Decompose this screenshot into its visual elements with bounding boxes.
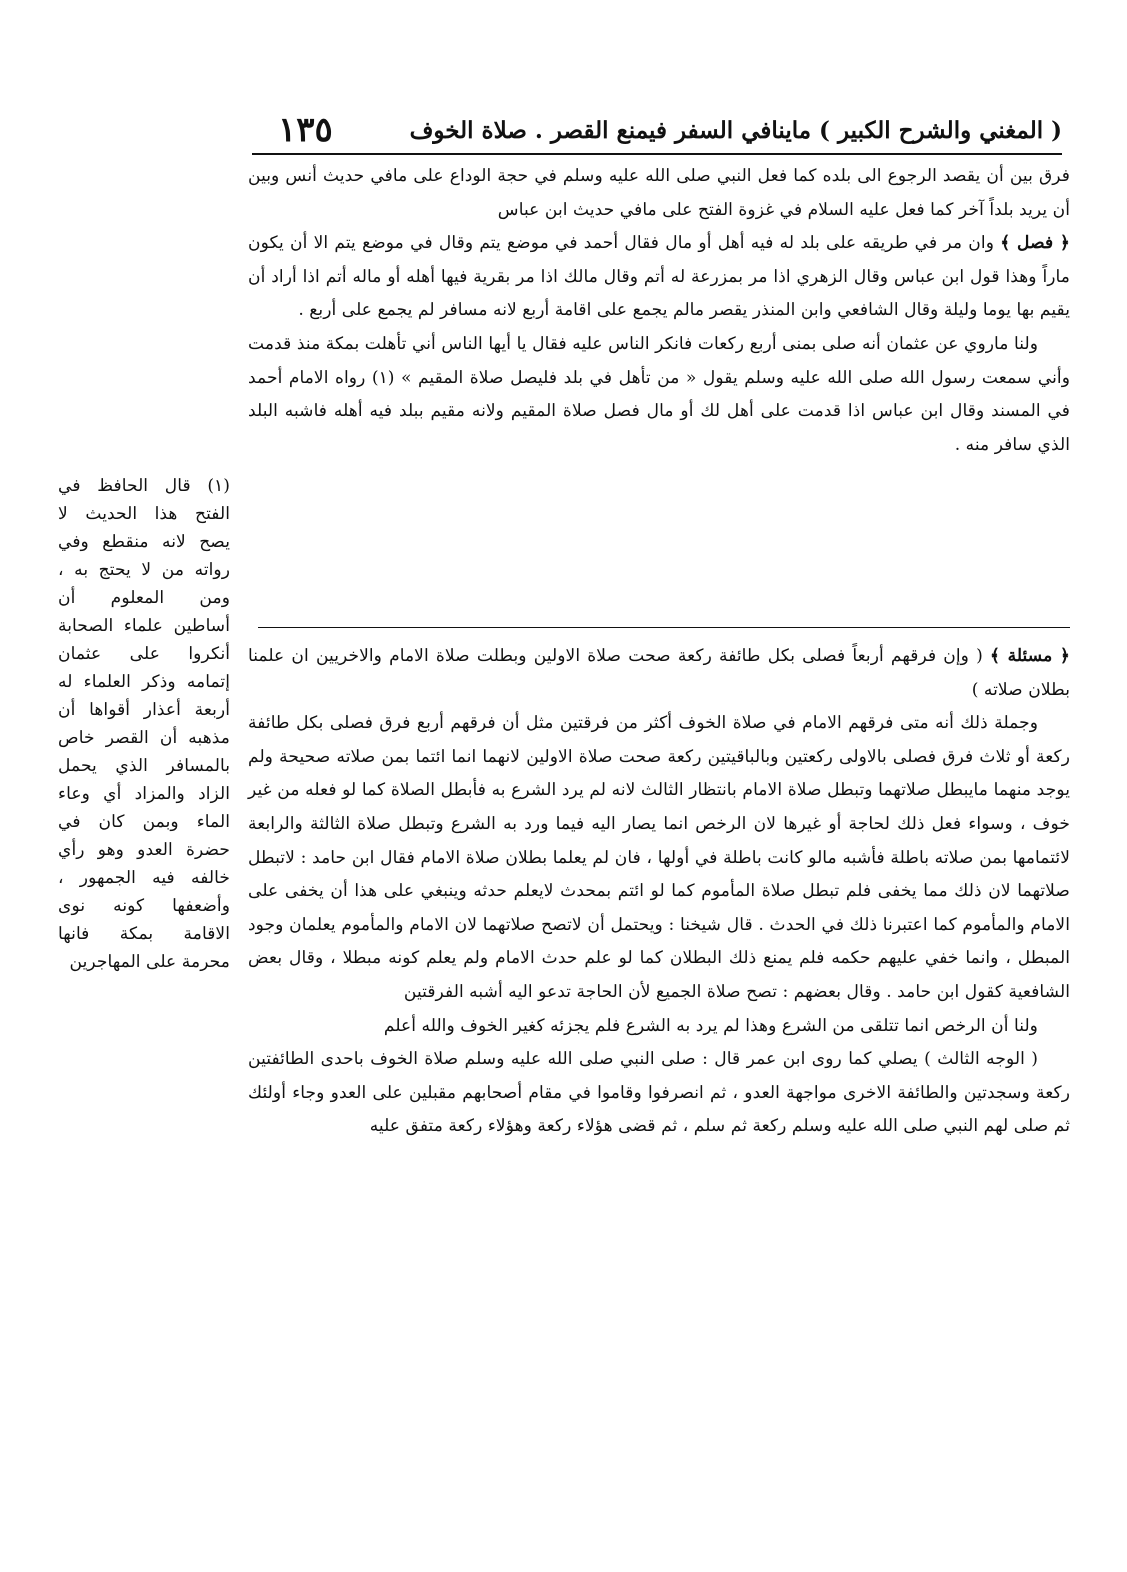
- paragraph: ولنا أن الرخص انما تتلقى من الشرع وهذا لم يرد به الشرع فلم يجزئه كغير الخوف والله أعلم: [383, 1015, 1038, 1036]
- paragraph: [248, 227, 1070, 328]
- section-label: ﴿ فصل ﴾: [1000, 233, 1071, 254]
- paragraph: ( الوجه الثالث ) يصلي كما روى ابن عمر قال : صلى النبي صلى الله عليه وسلم صلاة الخوف باحدى الطائفتين ركعة وسجدتين والطائفة الاخرى مواجهة العدو ، ثم انصرفوا وقاموا في مقام أصحابهم مقبلين على العدو وجاء أولئك ثم صلى لهم النبي صلى الله عليه وسلم ركعة ثم سلم ، ثم قضى هؤلاء ركعة وهؤلاء ركعة متفق عليه: [248, 1049, 1070, 1137]
- margin-footnote: (١) قال الحافظ في الفتح هذا الحديث لا يصح لانه منقطع وفي رواته من لا يحتج به ، ومن المعلوم أن أساطين علماء الصحابة أنكروا على عثمان إتمامه وذكر العلماء له أربعة أعذار أقواها أن مذهبه أن القصر خاص بالمسافر الذي يحمل الزاد والمزاد أي وعاء الماء وبمن كان في حضرة العدو وهو رأي خالفه فيه الجمهور ، وأضعفها كونه نوى الاقامة بمكة فانها محرمة على المهاجرين: [58, 476, 230, 972]
- upper-body-text: [248, 160, 1070, 462]
- paragraph-text: ( وإن فرقهم أربعاً فصلى بكل طائفة ركعة صحت صلاة الاولين وبطلت صلاة الامام والاخريين ان علمنا بطلان صلاته ): [248, 646, 1070, 700]
- header-title: ( المغني والشرح الكبير ) ماينافي السفر فيمنع القصر . صلاة الخوف: [409, 116, 1062, 144]
- paragraph-text: وان مر في طريقه على بلد له فيه أهل أو مال فقال أحمد في موضع يتم وقال في موضع يتم الا أن يكون ماراً وهذا قول ابن عباس وقال الزهري اذا مر بمزرعة له أتم وقال مالك اذا مر بقرية فيها أهله أو ماله أتم اذا أراد أن يقيم بها يوما وليلة وقال الشافعي وابن المنذر يقصر مالم يجمع على اقامة أربع لانه مسافر لم يجمع على أربع .: [248, 233, 1070, 321]
- paragraph: فرق بين أن يقصد الرجوع الى بلده كما فعل النبي صلى الله عليه وسلم في حجة الوداع على مافي حديث أنس وبين أن يريد بلداً آخر كما فعل عليه السلام في غزوة الفتح على مافي حديث ابن عباس: [248, 166, 1070, 220]
- paragraph: وجملة ذلك أنه متى فرقهم الامام في صلاة الخوف أكثر من فرقتين مثل أن فرقهم أربع فرق فصلى بكل طائفة ركعة أو ثلاث فرق فصلى بالاولى ركعتين وبالباقيتين ركعة صحت صلاة الاولين لانهما انما ائتما بمن صلاته صحيحة ولم يوجد منهما مايبطل صلاتهما وتبطل صلاة الامام بانتظار الثالث لانه لم يرد الشرع به فأبطل الصلاة كما لو فعله من غير خوف ، وسواء فعل ذلك لحاجة أو غيرها لان الرخص انما يصار اليه فيما ورد به الشرع وتبطل صلاة الثالثة والرابعة لائتمامها بمن صلاته باطلة فأشبه مالو كانت باطلة في أولها ، فان لم يعلما بطلان صلاة الامام فقال ابن حامد : لاتبطل صلاتهما لان ذلك مما يخفى فلم تبطل صلاة المأموم كما لو ائتم بمحدث لايعلم حدثه وينبغي على هذا أن يخفى على الامام والمأموم كما اعتبرنا ذلك في الحدث . قال شيخنا : ويحتمل أن لاتصح صلاتهما لان الامام والمأموم يعلمان وجود المبطل ، وانما خفي عليهم حكمه فلم يمنع ذلك البطلان كما لو علم حدث الامام ولم يعلم كونه مبطلا ، وقال بعض الشافعية كقول ابن حامد . وقال بعضهم : تصح صلاة الجميع لأن الحاجة تدعو اليه أشبه الفرقتين: [248, 713, 1070, 1002]
- page-number: ١٣٥: [278, 110, 333, 150]
- paragraph: [248, 640, 1070, 707]
- section-label: ﴿ مسئلة ﴾: [989, 646, 1070, 666]
- lower-body-text: [248, 640, 1070, 1144]
- header-divider: [252, 153, 1062, 155]
- section-divider: [258, 627, 1070, 628]
- paragraph: ولنا ماروي عن عثمان أنه صلى بمنى أربع ركعات فانكر الناس عليه فقال يا أيها الناس أني تأهلت بمكة منذ قدمت وأني سمعت رسول الله صلى الله عليه وسلم يقول « من تأهل في بلد فليصل صلاة المقيم » (١) رواه الامام أحمد في المسند وقال ابن عباس اذا قدمت على أهل لك أو مال فصل صلاة المقيم ولانه مقيم ببلد فيه أهله فاشبه البلد الذي سافر منه .: [248, 333, 1070, 455]
- running-header: [252, 108, 1062, 152]
